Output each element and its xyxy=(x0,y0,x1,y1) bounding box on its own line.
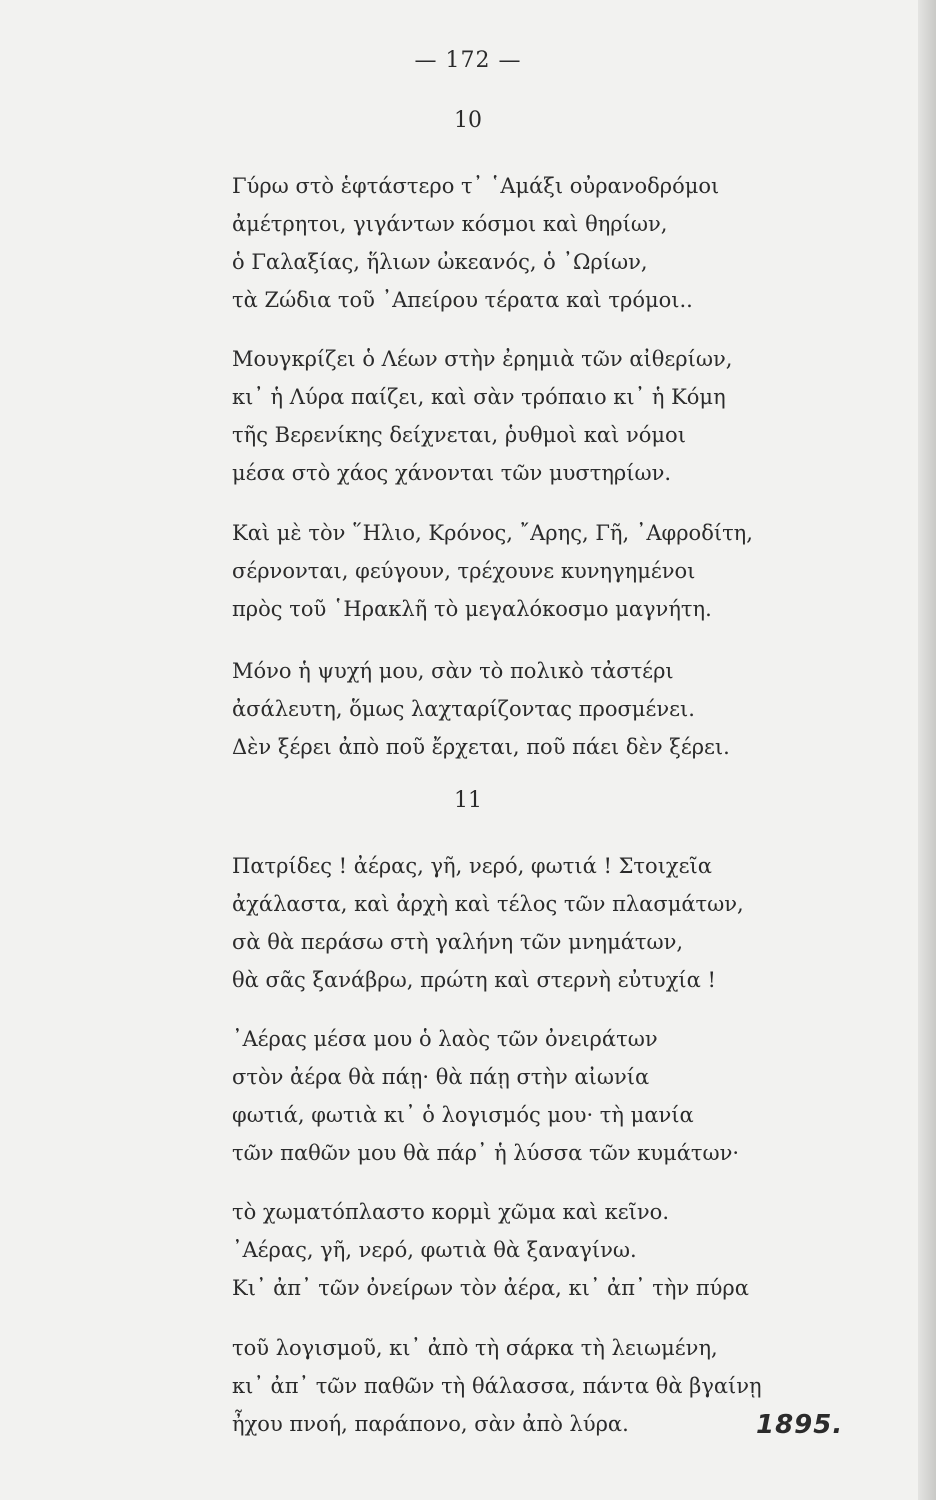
poem-line: ᾽Αέρας, γῆ, νερό, φωτιὰ θὰ ξαναγίνω. xyxy=(232,1238,637,1262)
poem-line: ὁ Γαλαξίας, ἥλιων ὠκεανός, ὁ ᾽Ωρίων, xyxy=(232,250,648,274)
poem-line: τῆς Βερενίκης δείχνεται, ῥυθμοὶ καὶ νόμοι xyxy=(232,423,686,447)
poem-line: σὰ θὰ περάσω στὴ γαλήνη τῶν μνημάτων, xyxy=(232,930,684,954)
poem-line: τὸ χωματόπλαστο κορμὶ χῶμα καὶ κεῖνο. xyxy=(232,1200,670,1224)
poem-line: τὰ Ζώδια τοῦ ᾽Απείρου τέρατα καὶ τρόμοι.. xyxy=(232,288,693,312)
poem-line: θὰ σᾶς ξανάβρω, πρώτη καὶ στερνὴ εὐτυχία ! xyxy=(232,968,716,992)
poem-line: φωτιά, φωτιὰ κι᾽ ὁ λογισμός μου· τὴ μανία xyxy=(232,1103,694,1127)
page-number: — 172 — xyxy=(414,48,522,73)
poem-line: στὸν ἀέρα θὰ πάῃ· θὰ πάῃ στὴν αἰωνία xyxy=(232,1065,650,1089)
poem-line: Μόνο ἡ ψυχή μου, σὰν τὸ πολικὸ τἀστέρι xyxy=(232,659,674,683)
poem-line: τῶν παθῶν μου θὰ πάρ᾽ ἡ λύσσα τῶν κυμάτων· xyxy=(232,1141,740,1165)
poem-line: μέσα στὸ χάος χάνονται τῶν μυστηρίων. xyxy=(232,461,672,485)
poem-line: ἦχου πνοή, παράπονο, σὰν ἀπὸ λύρα. xyxy=(232,1412,629,1436)
poem-line: ἀσάλευτη, ὅμως λαχταρίζοντας προσμένει. xyxy=(232,697,695,721)
poem-line: πρὸς τοῦ ῾Ηρακλῆ τὸ μεγαλόκοσμο μαγνήτη. xyxy=(232,597,712,621)
page-edge-shadow xyxy=(918,0,936,1500)
poem-line: Δὲν ξέρει ἀπὸ ποῦ ἔρχεται, ποῦ πάει δὲν ξέρει. xyxy=(232,735,730,759)
poem-line: τοῦ λογισμοῦ, κι᾽ ἀπὸ τὴ σάρκα τὴ λειωμένη, xyxy=(232,1336,718,1360)
section-number-10: 10 xyxy=(454,108,482,133)
section-number-11: 11 xyxy=(454,788,482,813)
poem-line: Μουγκρίζει ὁ Λέων στὴν ἐρημιὰ τῶν αἰθερίων, xyxy=(232,347,733,371)
poem-line: ἀμέτρητοι, γιγάντων κόσμοι καὶ θηρίων, xyxy=(232,212,668,236)
poem-line: ἀχάλαστα, καὶ ἀρχὴ καὶ τέλος τῶν πλασμάτων, xyxy=(232,892,744,916)
poem-line: κι᾽ ἀπ᾽ τῶν παθῶν τὴ θάλασσα, πάντα θὰ βγαίνῃ xyxy=(232,1374,762,1398)
poem-line: Γύρω στὸ ἑφτάστερο τ᾽ ῾Αμάξι οὐρανοδρόμοι xyxy=(232,174,720,198)
poem-line: ᾽Αέρας μέσα μου ὁ λαὸς τῶν ὀνειράτων xyxy=(232,1027,658,1051)
poem-date: 1895. xyxy=(756,1410,844,1440)
poem-line: Κι᾽ ἀπ᾽ τῶν ὀνείρων τὸν ἀέρα, κι᾽ ἀπ᾽ τὴν πύρα xyxy=(232,1276,749,1300)
poem-line: σέρνονται, φεύγουν, τρέχουνε κυνηγημένοι xyxy=(232,559,696,583)
poem-line: Καὶ μὲ τὸν ῞Ηλιο, Κρόνος, ῎Αρης, Γῆ, ᾽Αφροδίτη, xyxy=(232,521,753,545)
poem-line: κι᾽ ἡ Λύρα παίζει, καὶ σὰν τρόπαιο κι᾽ ἡ Κόμη xyxy=(232,385,726,409)
poem-line: Πατρίδες ! ἀέρας, γῆ, νερό, φωτιά ! Στοιχεῖα xyxy=(232,854,712,878)
